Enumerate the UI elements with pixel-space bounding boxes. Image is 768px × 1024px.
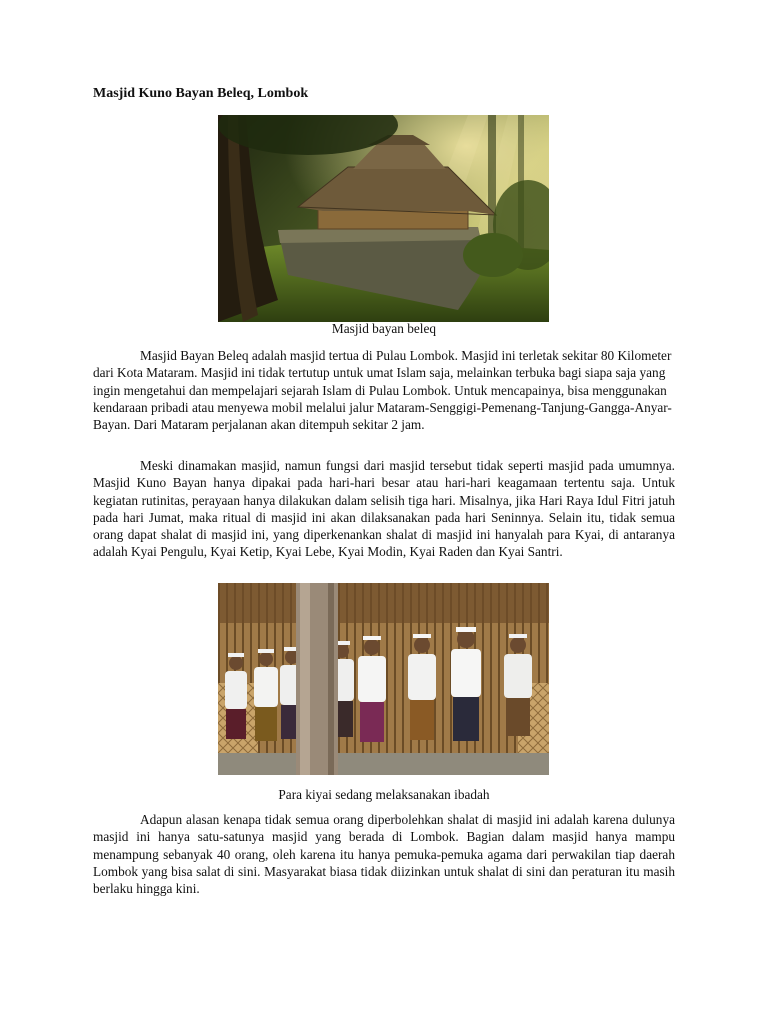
paragraph-3: Adapun alasan kenapa tidak semua orang diperbolehkan shalat di masjid ini adalah karena dulunya masjid ini hanya satu-satunya masjid yang berada di Lombok. Bagian dalam masjid hanya mampu menampung sebanyak 40 orang, oleh karena itu hanya pemuka-pemuka agama dari perwakilan tiap daerah Lombok yang bisa salat di sini. Masyarakat biasa tidak diizinkan untuk shalat di sini dan peraturan itu masih berlaku hingga kini. bbox=[93, 812, 675, 897]
document-title: Masjid Kuno Bayan Beleq, Lombok bbox=[93, 86, 309, 101]
figure1-caption: Masjid bayan beleq bbox=[331, 321, 437, 336]
kyai-prayer-photo bbox=[218, 583, 549, 775]
paragraph-1: Masjid Bayan Beleq adalah masjid tertua di Pulau Lombok. Masjid ini terletak sekitar 80 Kilometer dari Kota Mataram. Masjid ini tidak tertutup untuk umat Islam saja, melainkan terbuka bagi siapa saja yang ingin mengetahui dan mempelajari sejarah Islam di Pulau Lombok. Untuk mencapainya, bisa menggunakan kendaraan pribadi atau menyewa mobil melalui jalur Mataram-Senggigi-Pemenang-Tanjung-Gangga-Anyar-Bayan. Dari Mataram perjalanan akan ditempuh sekitar 2 jam. bbox=[93, 348, 672, 433]
figure2-caption: Para kiyai sedang melaksanakan ibadah bbox=[278, 787, 490, 802]
paragraph-2: Meski dinamakan masjid, namun fungsi dari masjid tersebut tidak seperti masjid pada umumnya. Masjid Kuno Bayan hanya dipakai pada hari-hari besar atau hari-hari keagamaan tertentu saja. Untuk kegiatan rutinitas, perayaan hanya dilakukan dalam selisih tiga hari. Misalnya, jika Hari Raya Idul Fitri jatuh pada hari Jumat, maka ritual di masjid ini akan dilaksanakan pada hari Seninnya. Selain itu, tidak semua orang dapat shalat di masjid ini, yang diperkenankan shalat di masjid ini hanyalah para Kyai, di antaranya adalah Kyai Pengulu, Kyai Ketip, Kyai Lebe, Kyai Modin, Kyai Raden dan Kyai Santri. bbox=[93, 458, 675, 560]
mosque-photo bbox=[218, 115, 549, 322]
